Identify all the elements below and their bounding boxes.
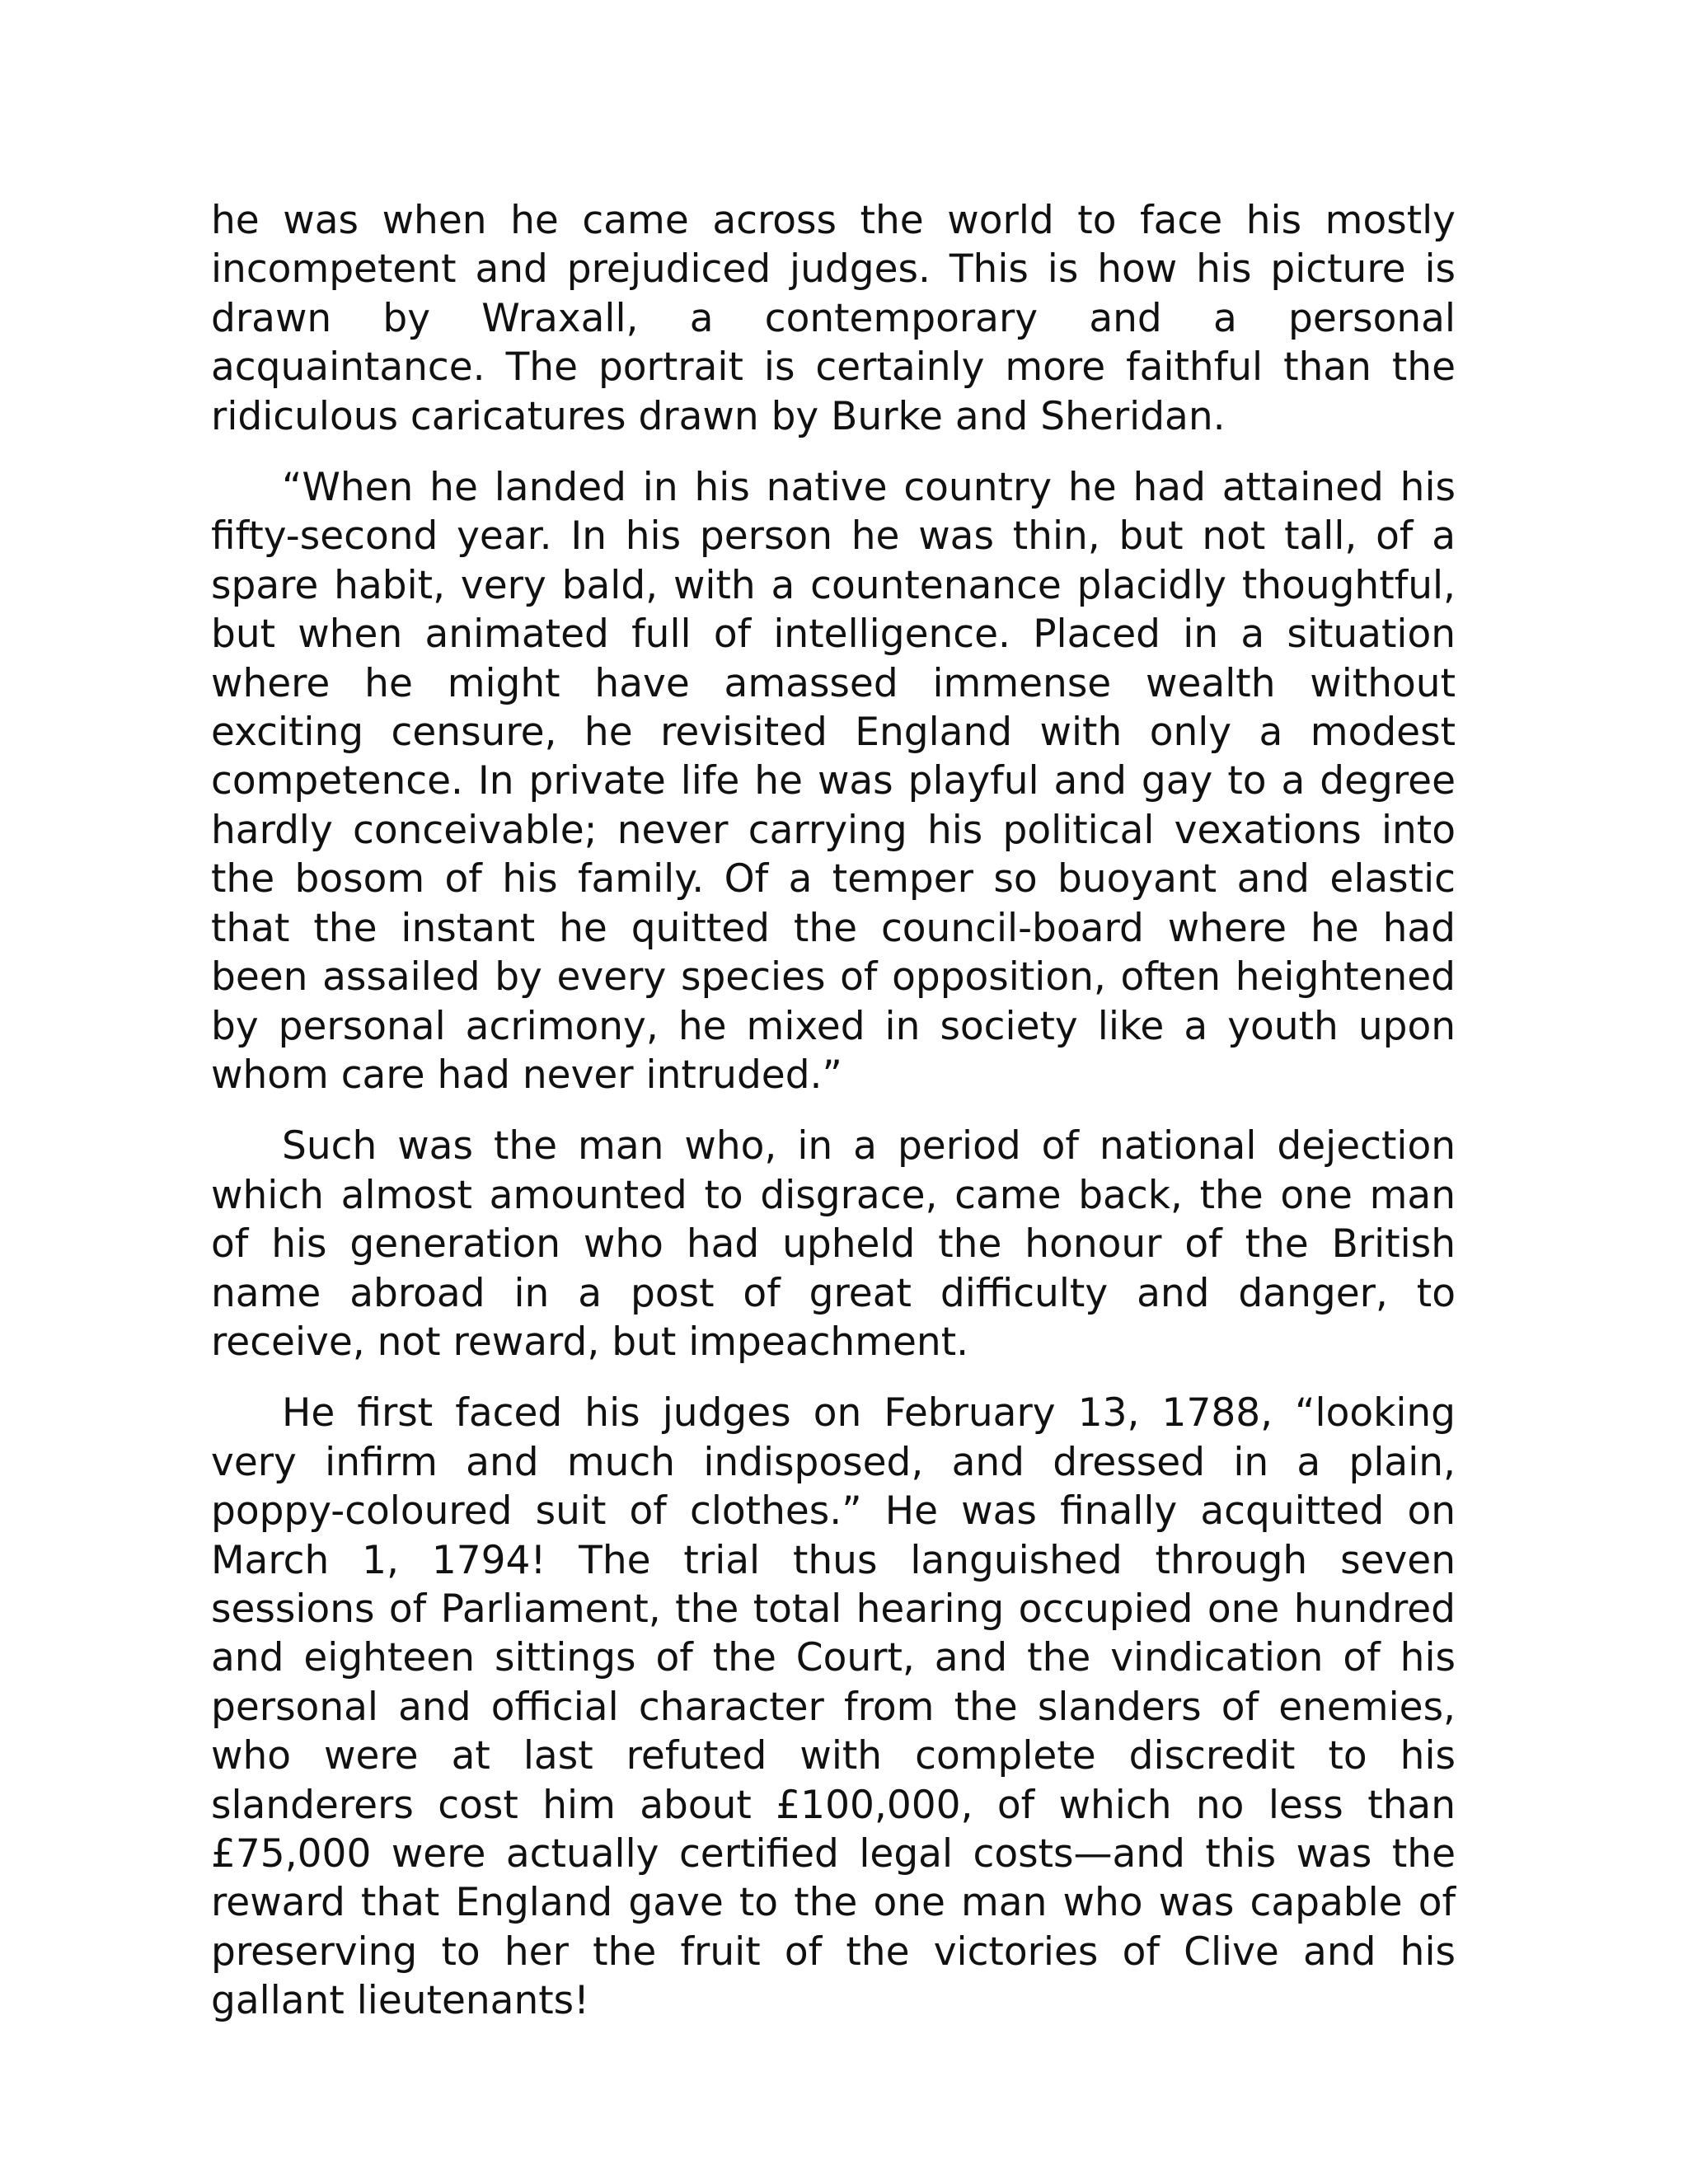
document-page (211, 196, 1456, 2048)
paragraph-2-quotation: “When he landed in his native country he had attained his fifty-second year. In his person he was thin, but not tall, of a spare habit, very bald, with a countenance placidly thoughtful, but when animated full of intelligence. Placed in a situation where he might have amassed immense wealth without exciting censure, he revisited England with only a modest competence. In private life he was playful and gay to a degree hardly conceivable; never carrying his political vexations into the bosom of his family. Of a temper so buoyant and elastic that the instant he quitted the council-board where he had been assailed by every species of opposition, often heightened by personal acrimony, he mixed in society like a youth upon whom care had never intruded.” (211, 465, 1456, 1098)
paragraph-3: Such was the man who, in a period of national dejection which almost amounted to disgrace, came back, the one man of his generation who had upheld the honour of the British name abroad in a post of great difficulty and danger, to receive, not reward, but impeachment. (211, 1123, 1456, 1365)
paragraph-4: He first faced his judges on February 13, 1788, “looking very infirm and much indisposed, and dressed in a plain, poppy-coloured suit of clothes.” He was finally acquitted on March 1, 1794! The trial thus languished through seven sessions of Parliament, the total hearing occupied one hundred and eighteen sittings of the Court, and the vindication of his personal and official character from the slanders of enemies, who were at last refuted with complete discredit to his slanderers cost him about £100,000, of which no less than £75,000 were actually certified legal costs—and this was the reward that England gave to the one man who was capable of preserving to her the fruit of the victories of Clive and his gallant lieutenants! (211, 1390, 1456, 2024)
paragraph-1: he was when he came across the world to face his mostly incompetent and prejudiced judges. This is how his picture is drawn by Wraxall, a contemporary and a personal acquaintance. The portrait is certainly more faithful than the ridiculous caricatures drawn by Burke and Sheridan. (211, 198, 1456, 439)
